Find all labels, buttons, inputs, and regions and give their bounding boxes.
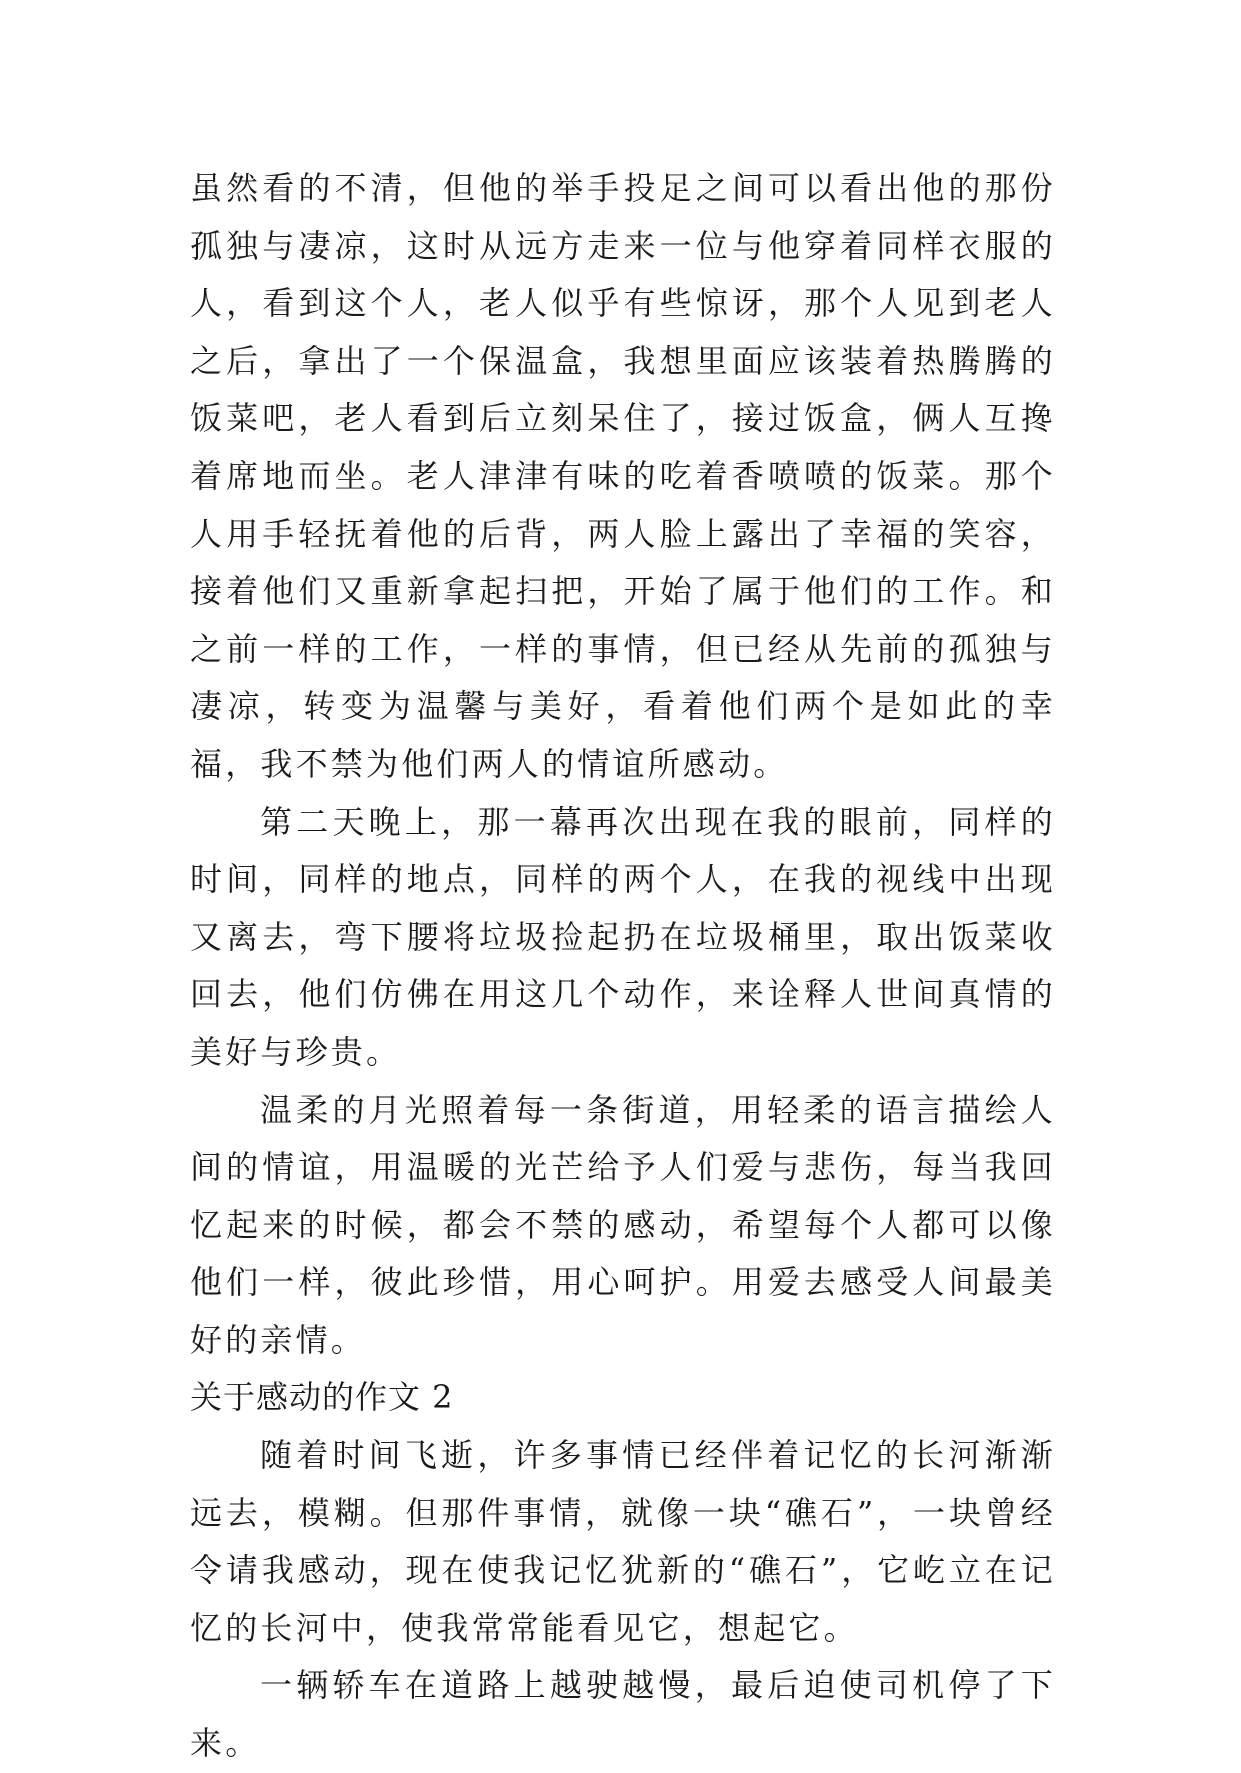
paragraph-3: 温柔的月光照着每一条街道，用轻柔的语言描绘人间的情谊，用温暖的光芒给予人们爱与悲伤，每当我回忆起来的时候，都会不禁的感动，希望每个人都可以像他们一样，彼此珍惜，用心呵护。用爱去感受人间最美好的亲情。: [190, 1090, 1056, 1359]
paragraph-2: 第二天晚上，那一幕再次出现在我的眼前，同样的时间，同样的地点，同样的两个人，在我的视线中出现又离去，弯下腰将垃圾捡起扔在垃圾桶里，取出饭菜收回去，他们仿佛在用这几个动作，来诠释人世间真情的美好与珍贵。: [190, 802, 1056, 1071]
section-heading: 关于感动的作文 2: [190, 1378, 454, 1417]
paragraph-5: 一辆轿车在道路上越驶越慢，最后迫使司机停了下来。: [190, 1666, 1056, 1763]
paragraph-1: 虽然看的不清，但他的举手投足之间可以看出他的那份孤独与凄凉，这时从远方走来一位与他穿着同样衣服的人，看到这个人，老人似乎有些惊讶，那个人见到老人之后，拿出了一个保温盒，我想里面应该装着热腾腾的饭菜吧，老人看到后立刻呆住了，接过饭盒，俩人互搀着席地而坐。老人津津有味的吃着香喷喷的饭菜。那个人用手轻抚着他的后背，两人脸上露出了幸福的笑容，接着他们又重新拿起扫把，开始了属于他们的工作。和之前一样的工作，一样的事情，但已经从先前的孤独与凄凉，转变为温馨与美好，看着他们两个是如此的幸福，我不禁为他们两人的情谊所感动。: [190, 169, 1056, 783]
paragraph-4: 随着时间飞逝，许多事情已经伴着记忆的长河渐渐远去，模糊。但那件事情，就像一块“礁石”，一块曾经令请我感动，现在使我记忆犹新的“礁石”，它屹立在记忆的长河中，使我常常能看见它，想起它。: [190, 1436, 1056, 1647]
document-body: [190, 160, 1056, 1773]
